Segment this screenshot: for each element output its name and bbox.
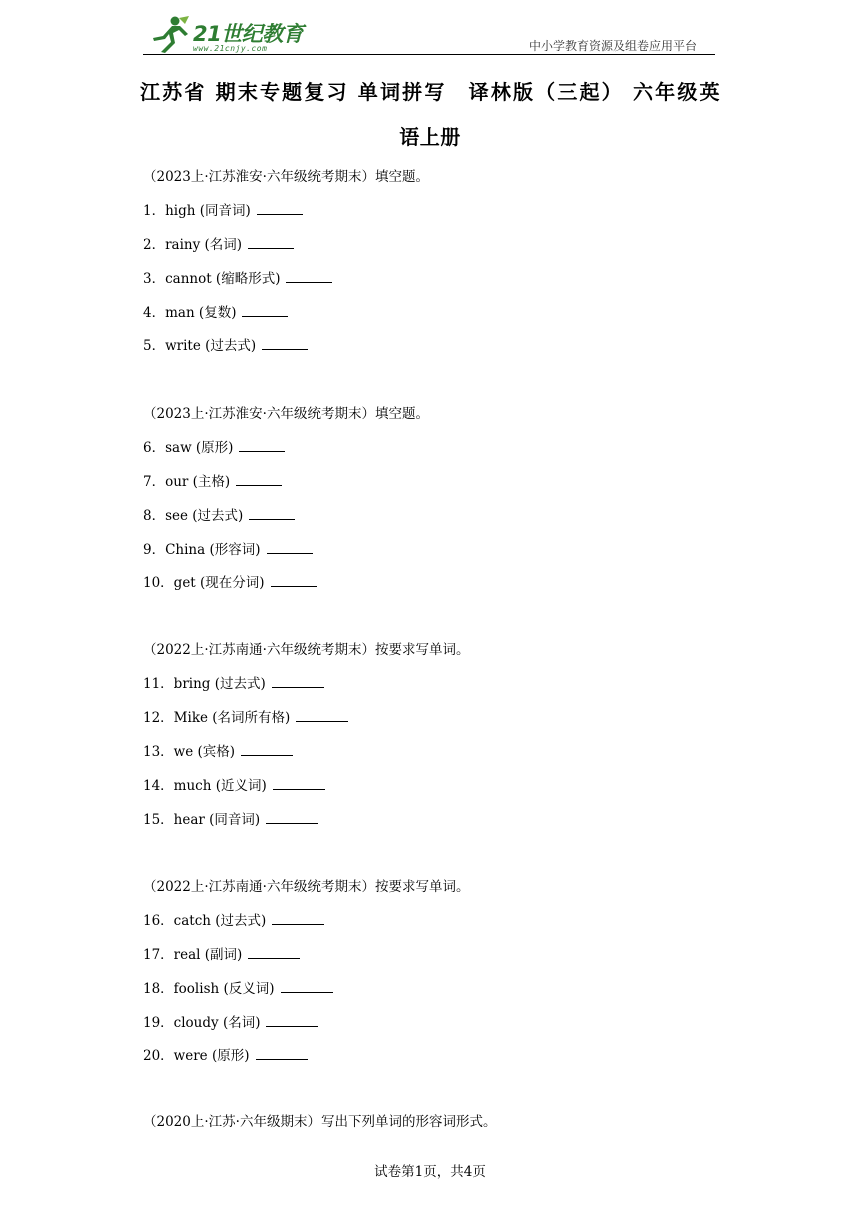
page-title-line1: 江苏省 期末专题复习 单词拼写 译林版（三起） 六年级英 [140, 80, 720, 104]
question-text: 18．foolish (反义词) [143, 981, 275, 997]
page-title-line2: 语上册 [399, 125, 461, 149]
answer-blank[interactable] [256, 1047, 308, 1060]
question-item [143, 808, 318, 828]
question-text: 11．bring (过去式) [143, 676, 266, 692]
answer-blank[interactable] [266, 811, 318, 824]
answer-blank[interactable] [273, 777, 325, 790]
answer-blank[interactable] [296, 709, 348, 722]
question-text: 10．get (现在分词) [143, 575, 265, 591]
question-text: 14．much (近义词) [143, 778, 267, 794]
question-item [143, 706, 348, 726]
answer-blank[interactable] [242, 304, 288, 317]
question-text: 3．cannot (缩略形式) [143, 271, 281, 287]
question-item [143, 470, 282, 490]
question-text: 12．Mike (名词所有格) [143, 710, 291, 726]
question-item [143, 267, 332, 287]
question-item [143, 943, 300, 963]
page-footer: 试卷第1页，共4页 [374, 1164, 486, 1180]
question-item [143, 571, 317, 591]
answer-blank[interactable] [236, 473, 282, 486]
answer-blank[interactable] [262, 337, 308, 350]
answer-blank[interactable] [281, 980, 333, 993]
question-text: 9．China (形容词) [143, 542, 261, 558]
answer-blank[interactable] [266, 1014, 318, 1027]
logo-wordmark: 21世纪教育 [193, 22, 304, 46]
question-text: 17．real (副词) [143, 947, 243, 963]
answer-blank[interactable] [248, 236, 294, 249]
question-item [143, 199, 303, 219]
question-item [143, 1044, 308, 1064]
question-text: 13．we (宾格) [143, 744, 236, 760]
question-text: 6．saw (原形) [143, 440, 234, 456]
answer-blank[interactable] [271, 574, 317, 587]
platform-caption: 中小学教育资源及组卷应用平台 [528, 39, 697, 53]
section-heading: （2023上·江苏淮安·六年级统考期末）填空题。 [143, 169, 429, 185]
question-text: 19．cloudy (名词) [143, 1015, 261, 1031]
question-item [143, 672, 324, 692]
answer-blank[interactable] [272, 675, 324, 688]
question-item [143, 504, 295, 524]
section-heading: （2023上·江苏淮安·六年级统考期末）填空题。 [143, 406, 429, 422]
question-text: 16．catch (过去式) [143, 913, 267, 929]
answer-blank[interactable] [239, 439, 285, 452]
question-item [143, 774, 325, 794]
question-item [143, 1011, 318, 1031]
question-text: 20．were (原形) [143, 1048, 250, 1064]
answer-blank[interactable] [272, 912, 324, 925]
answer-blank[interactable] [249, 507, 295, 520]
question-item [143, 334, 308, 354]
question-text: 1．high (同音词) [143, 203, 251, 219]
site-logo [143, 14, 313, 56]
answer-blank[interactable] [241, 743, 293, 756]
answer-blank[interactable] [267, 541, 313, 554]
section-heading: （2022上·江苏南通·六年级统考期末）按要求写单词。 [143, 642, 470, 658]
question-item [143, 977, 333, 997]
question-item [143, 909, 324, 929]
runner-logo-icon [145, 14, 193, 54]
question-text: 8．see (过去式) [143, 508, 244, 524]
answer-blank[interactable] [257, 202, 303, 215]
logo-url: www.21cnjy.com [193, 44, 268, 53]
question-text: 5．write (过去式) [143, 338, 257, 354]
question-text: 15．hear (同音词) [143, 812, 261, 828]
question-item [143, 740, 293, 760]
question-item [143, 436, 285, 456]
section-heading: （2022上·江苏南通·六年级统考期末）按要求写单词。 [143, 879, 470, 895]
question-text: 7．our (主格) [143, 474, 231, 490]
page-header [143, 14, 715, 56]
section-heading: （2020上·江苏·六年级期末）写出下列单词的形容词形式。 [143, 1114, 497, 1130]
question-text: 4．man (复数) [143, 305, 237, 321]
question-item [143, 233, 294, 253]
answer-blank[interactable] [248, 946, 300, 959]
answer-blank[interactable] [286, 270, 332, 283]
header-divider [143, 54, 715, 55]
question-text: 2．rainy (名词) [143, 237, 243, 253]
question-item [143, 301, 288, 321]
question-item [143, 538, 313, 558]
